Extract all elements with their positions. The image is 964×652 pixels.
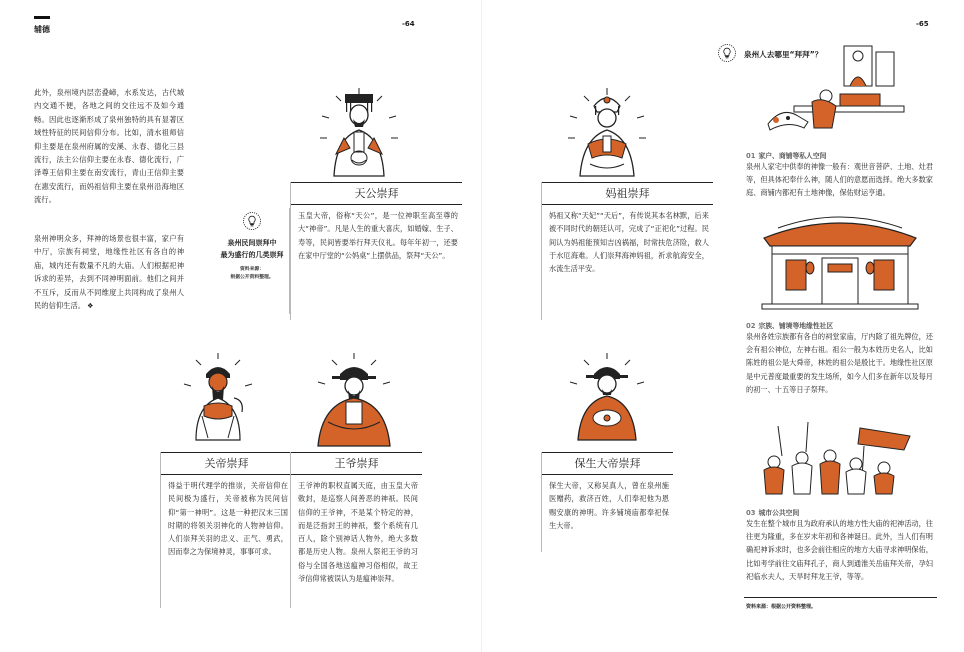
section-01-text: 泉州人家宅中供奉的神像一般有：观世音菩萨、土地、灶君等，但具体祀奉什么神，随人们的意愿而选择。绝大多数家庭、商铺内都祀有土地神像，保佑财运亨通。: [746, 162, 933, 198]
jade-emperor-illustration: [316, 86, 402, 178]
card-title: 关帝崇拜: [161, 452, 292, 475]
note-title-2: 最为盛行的几类崇拜: [220, 250, 284, 259]
card-text: 得益于明代理学的推崇，关帝信仰在民间极为盛行，关帝被称为民间信仰“第一神明”。这是一种把汉末三国时期的将领关羽神化的人物神信仰。人们崇拜关羽的忠义、正气、勇武，因而奉之为保境神灵，事事可求。: [168, 481, 288, 557]
card-title: 保生大帝崇拜: [542, 452, 673, 475]
card-title: 妈祖崇拜: [542, 182, 713, 205]
source-rule: [744, 597, 937, 598]
section-marker: [34, 16, 50, 19]
note-box: [214, 208, 290, 314]
card-guandi: [160, 452, 292, 608]
page-number-right: -65: [916, 20, 929, 28]
lightbulb-icon: [243, 212, 261, 230]
card-wangye: [290, 452, 422, 608]
public-procession-illustration: [752, 418, 916, 500]
card-text: 玉皇大帝，俗称“天公”，是一位神职至高至尊的大“神帝”。凡是人生的重大喜庆，如婚嫁、生子、寿等，民间皆要举行拜天仪礼。每年年初一，还要在家中厅堂的“公妈桌”上摆供品，祭拜“天公”。: [298, 211, 458, 260]
note-title-1: 泉州民间崇拜中: [227, 239, 277, 247]
card-tiangong: [290, 182, 462, 320]
right-heading: 泉州人去哪里“拜拜”？: [744, 50, 823, 59]
card-title: 王爷崇拜: [291, 452, 422, 475]
intro-paragraph-2: 泉州神明众多，拜神的场景也很丰富，家户有中厅，宗族有祠堂，地缘性社区有各自的神庙，城内还有数量不凡的大庙。人们根据祀神诉求的差异，去到不同神明面前。他们之间并不互斥，反而从不同维度上共同构成了泉州人民的信仰生活。 ❖: [34, 232, 184, 313]
section-01-title: 01 家户、商铺等私人空间: [746, 152, 827, 160]
home-shrine-illustration: [764, 38, 914, 140]
section-03-text: 发生在整个城市且为政府承认的地方性大庙的祀神活动，往往更为隆重，多在岁末年初和各神诞日。此外，当人们有明确祀神诉求时，也多会前往相应的地方大庙寻求神明保佑，比如考学前往文庙拜孔子，商人到通淮关岳庙拜关帝，孕妇祀临水夫人，天旱时拜龙王爷，等等。: [746, 519, 933, 581]
section-02-title: 02 宗族、铺境等地缘性社区: [746, 322, 834, 330]
section-03-title: 03 城市公共空间: [746, 509, 800, 517]
right-page: [482, 0, 964, 652]
section-label: 辅德: [34, 25, 50, 34]
end-mark-icon: ❖: [87, 302, 94, 311]
card-text: 保生大帝，又称吴真人，曾在泉州施医赠药，救济百姓，人们奉祀他为恩赐安康的神明。许多铺境庙都奉祀保生大帝。: [549, 481, 669, 530]
ancestral-hall-illustration: [758, 212, 922, 310]
section-02-text: 泉州各姓宗族都有各自的祠堂家庙，厅内除了祖先牌位，还会有祖公神位，左神右祖。祖公一般为本姓历史名人，比如陈姓的祖公是大舜帝，林姓的祖公是殷比干。地缘性社区原是中元普度最重要的发生场所，如今人们多在新年以及每月的初一、十五等日子祭拜。: [746, 332, 933, 394]
guan-yu-illustration: [182, 352, 254, 442]
note-source-1: 资料来源：: [240, 267, 264, 272]
lightbulb-icon: [718, 44, 736, 62]
note-source-2: 根据公开资料整理。: [230, 274, 274, 280]
card-text: 王爷神的职权直属天庭，由玉皇大帝敕封，是巡察人间善恶的神祇。民间信仰的王爷神，不是某个特定的神，而是泛指封王的神祇，整个系统有几百人，除个别神话人物外，绝大多数都是历史人物。泉州人祭祀王爷的习俗与全国各地送瘟神习俗相似，故王爷信仰常被误认为是瘟神崇拜。: [298, 481, 418, 584]
card-title: 天公崇拜: [291, 182, 462, 205]
card-text: 妈祖又称“天妃”“天后”，有传说其本名林默，后来被不同时代的朝廷认可，完成了“正祀化”过程。民间认为妈祖能预知吉凶祸福，时常扶危济险，救人于水厄海难。人们崇拜海神妈祖，祈求航海安全，水流生活平安。: [549, 211, 709, 274]
wangye-illustration: [306, 352, 402, 448]
source-note: 资料来源：根据公开资料整理。: [746, 604, 817, 610]
intro-paragraph-1: 此外，泉州境内层峦叠嶂，水系发达，古代城内交通不便，各地之间的交往远不及如今通畅。因此也逐渐形成了泉州独特的具有显著区域性特征的民间信仰分布。比如，清水祖师信仰主要是在泉州府属的安溪、永春、德化三县流行，法主公信仰主要在永春、德化流行，广泽尊王信仰主要在南安流行，青山王信仰主要在惠安流行，而妈祖信仰主要在泉州沿海地区流行。: [34, 88, 184, 205]
page-number-left: -64: [402, 20, 415, 28]
